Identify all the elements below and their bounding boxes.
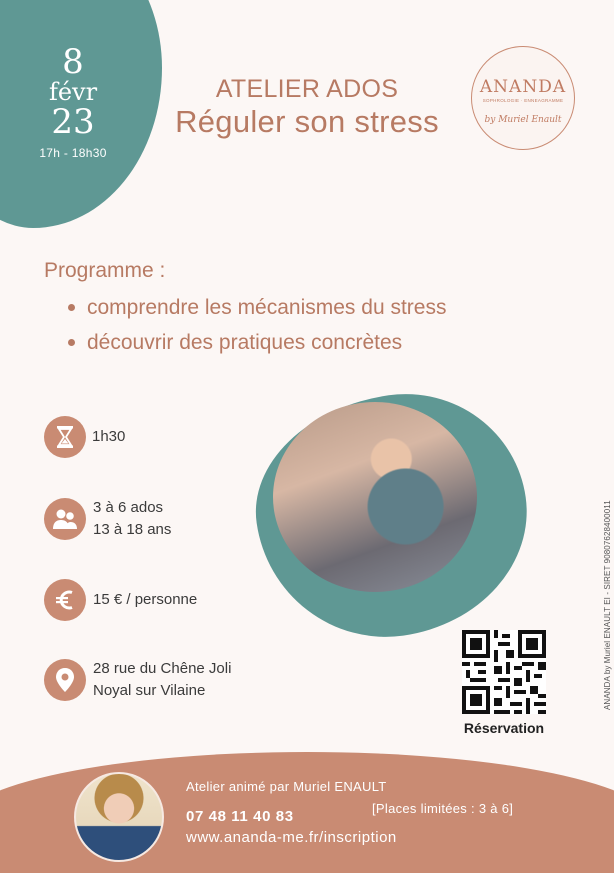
title-line-1: ATELIER ADOS [215, 75, 399, 103]
location-pin-icon [44, 659, 86, 701]
programme-item: découvrir des pratiques concrètes [68, 325, 446, 360]
legal-text: ANANDA by Muriel ENAULT EI - SIRET 90807628400011 [603, 500, 612, 710]
animator-text: Atelier animé par Muriel ENAULT [186, 779, 387, 794]
city-text: Noyal sur Vilaine [93, 682, 206, 699]
logo-tagline: SOPHROLOGIE · ENNEAGRAMME [482, 98, 564, 103]
age-range-text: 13 à 18 ans [93, 521, 172, 538]
street-text: 28 rue du Chêne Joli [93, 660, 232, 677]
qr-code[interactable] [462, 630, 546, 714]
duration-text: 1h30 [92, 428, 126, 445]
date-time: 17h - 18h30 [39, 146, 107, 160]
places-text: [Places limitées : 3 à 6] [372, 801, 514, 816]
bullet-icon [68, 304, 75, 311]
address-row [44, 658, 231, 702]
logo-by: by Muriel Enault [484, 115, 562, 125]
programme-list [68, 290, 446, 360]
duration-row [44, 416, 125, 458]
legal-mention [592, 440, 612, 710]
event-title [162, 74, 452, 140]
group-icon [44, 498, 86, 540]
price-row [44, 579, 197, 621]
qr-label: Réservation [463, 720, 545, 736]
ananda-logo [471, 46, 575, 150]
programme-heading: Programme : [44, 259, 166, 282]
animator-photo [74, 772, 164, 862]
title-line-2: Réguler son stress [175, 104, 439, 139]
date-year: 23 [51, 102, 95, 142]
group-size-text: 3 à 6 ados [93, 499, 164, 516]
date-block [0, 44, 146, 160]
date-day: 8 [62, 42, 84, 82]
date-month: févr [48, 78, 98, 106]
price-text: 15 € / personne [93, 591, 198, 608]
phone-number[interactable]: 07 48 11 40 83 [186, 808, 294, 825]
website-link[interactable]: www.ananda-me.fr/inscription [186, 829, 397, 846]
group-row [44, 497, 171, 541]
teen-photo [273, 402, 477, 592]
programme [44, 256, 446, 360]
euro-icon [44, 579, 86, 621]
logo-name: ANANDA [479, 77, 567, 97]
programme-item: comprendre les mécanismes du stress [68, 290, 446, 325]
hourglass-icon [44, 416, 86, 458]
bullet-icon [68, 339, 75, 346]
